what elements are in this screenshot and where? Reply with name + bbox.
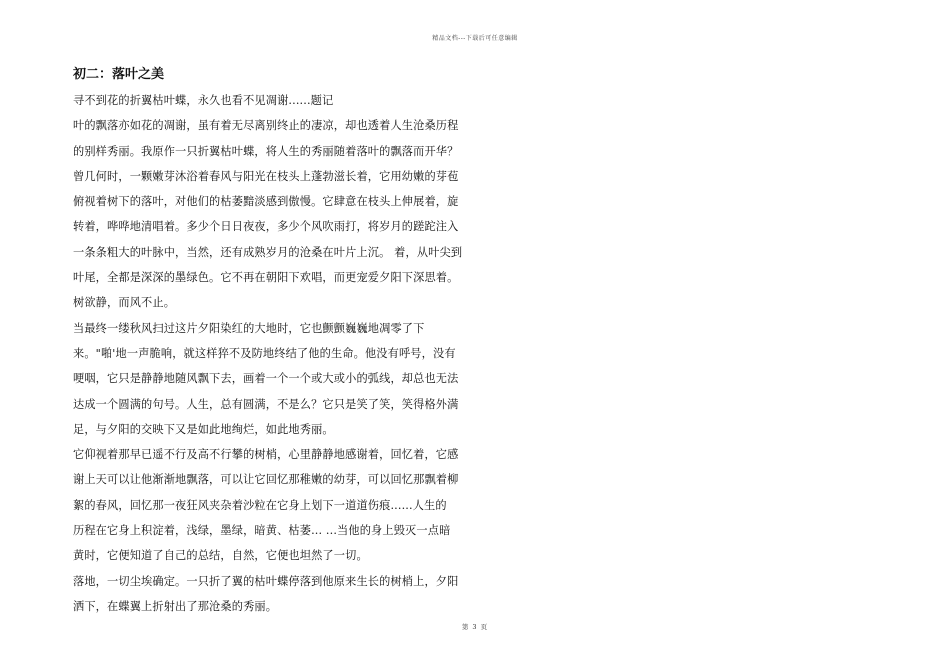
text-line: 洒下，在蝶翼上折射出了那沧桑的秀丽。 bbox=[73, 599, 278, 613]
text-line: 的别样秀丽。我原作一只折翼枯叶蝶，将人生的秀丽随着落叶的飘落而开华？ bbox=[73, 144, 459, 158]
text-line: 一条条粗大的叶脉中，当然，还有成熟岁月的沧桑在叶片上沉。 着，从叶尖到 bbox=[73, 245, 463, 259]
text-line: 寻不到花的折翼枯叶蝶，永久也看不见凋谢......题记 bbox=[73, 94, 334, 107]
page-header: 精品文档---下载后可任意编辑 bbox=[432, 35, 518, 42]
text-line: 絮的春风，回忆那一夜狂风夹杂着沙粒在它身上划下一道道伤痕......人生的 bbox=[73, 498, 447, 512]
document-title: 初二：落叶之美 bbox=[73, 67, 165, 82]
page-number: 第 3 页 bbox=[461, 623, 489, 631]
text-line: 足，与夕阳的交映下又是如此地绚烂，如此地秀丽。 bbox=[73, 422, 334, 436]
text-line: 达成一个圆满的句号。人生，总有圆满，不是么？它只是笑了笑，笑得格外满 bbox=[73, 397, 459, 411]
text-line: 当最终一缕秋风扫过这片夕阳染红的大地时，它也颤颤巍巍地凋零了下 bbox=[73, 321, 425, 335]
text-line: 叶的飘落亦如花的凋谢，虽有着无尽离别终止的凄凉，却也透着人生沧桑历程 bbox=[73, 119, 459, 133]
paragraph-lines bbox=[73, 88, 473, 619]
text-line: 叶尾，全都是深深的墨绿色。它不再在朝阳下欢唱，而更宠爱夕阳下深思着。 bbox=[73, 271, 459, 285]
text-line: 转着，哗哗地清唱着。多少个日日夜夜，多少个风吹雨打，将岁月的蹉跎注入 bbox=[73, 220, 459, 234]
document-body bbox=[73, 66, 473, 619]
text-line: 谢上天可以让他渐渐地飘落，可以让它回忆那稚嫩的幼芽，可以回忆那飘着柳 bbox=[73, 473, 459, 487]
text-line: 俯视着树下的落叶，对他们的枯萎黯淡感到傲慢。它肆意在枝头上伸展着，旋 bbox=[73, 195, 459, 209]
text-line: 树欲静，而风不止。 bbox=[73, 296, 176, 310]
text-line: 它仰视着那早已遥不行及高不行攀的树梢，心里静静地感谢着，回忆着，它感 bbox=[73, 448, 459, 462]
text-line: 哽咽，它只是静静地随风飘下去，画着一个一个或大或小的弧线，却总也无法 bbox=[73, 372, 459, 386]
text-line: 黄时，它便知道了自己的总结，自然，它便也坦然了一切。 bbox=[73, 549, 368, 563]
text-line: 曾几何时，一颗嫩芽沐浴着春风与阳光在枝头上蓬勃滋长着，它用幼嫩的芽苞 bbox=[73, 169, 459, 183]
text-line: 来。"啪'地一声脆响，就这样猝不及防地终结了他的生命。他没有呼号，没有 bbox=[73, 346, 456, 360]
text-line: 落地，一切尘埃确定。一只折了翼的枯叶蝶停落到他原来生长的树梢上，夕阳 bbox=[73, 574, 459, 588]
text-line: 历程在它身上积淀着，浅绿，墨绿，暗黄、枯萎... ...当他的身上毁灭一点暗 bbox=[73, 524, 451, 538]
